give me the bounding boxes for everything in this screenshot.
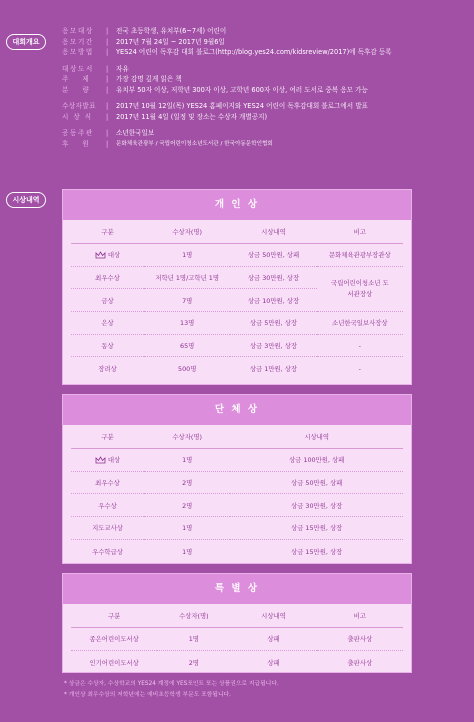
note-cell: - [358,364,361,373]
count-cell: 65명 [144,335,230,358]
col-header: 비고 [317,220,403,244]
count-cell: 1명 [144,244,230,267]
col-header: 시상내역 [230,425,403,449]
category-cell: 대상 [71,244,144,267]
prize-cell: 상금 30만원, 상장 [230,267,316,290]
info-label: 응모방법 [62,48,94,56]
count-cell: 2명 [144,472,230,495]
info-label: 수상자발표 [62,102,96,110]
info-value: 자유 [116,64,129,73]
info-row: 시상식 | 2017년 11월 4일 (일정 및 장소는 수상자 개별공지) [62,112,268,121]
col-header: 수상자(명) [144,425,230,449]
category-cell: 우수학급상 [92,547,123,556]
table-row [71,449,403,472]
count-cell: 13명 [144,312,230,335]
info-label: 분량 [62,85,103,94]
col-header: 시상내역 [230,220,316,244]
note-cell: 출판사상 [317,628,403,651]
category-cell: 금상 [71,289,144,312]
info-row: 주제 | 가장 감명 깊게 읽은 책 [62,75,182,83]
special-table [71,604,403,673]
table-row [71,244,403,267]
count-cell: 1명 [144,449,230,472]
info-value: 2017년 11월 4일 (일정 및 장소는 수상자 개별공지) [116,112,268,121]
table-row [71,494,403,517]
prize-cell: 상금 5만원, 상장 [230,312,316,335]
info-value: YES24 어린이 독후감 대회 블로그(http://blog.yes24.com/kidsreview/2017)에 독후감 등록 [116,48,392,56]
table-row [71,267,403,290]
note-cell: 출판사상 [347,658,373,667]
info-label: 공동주관 [62,129,94,137]
category-cell: 동상 [71,335,144,358]
table-row [71,357,403,380]
count-cell: 7명 [144,289,230,312]
info-value: 전국 초등학생, 유치부(6~7세) 어린이 [116,27,227,35]
col-header: 구분 [71,604,157,628]
overview-tag: 대회개요 [6,34,46,50]
group-table [71,425,403,562]
count-cell: 1명 [182,547,193,556]
prize-cell: 상금 100만원, 상패 [230,449,403,472]
table-row [71,540,403,563]
col-header: 구분 [71,220,144,244]
category-cell: 최우수상 [71,267,144,290]
crown-icon [95,251,106,259]
category-cell: 종은어린이도서상 [71,628,157,651]
note-cell: - [317,335,403,358]
table-row [71,651,403,674]
info-value: 유치부 50자 이상, 저학년 300자 이상, 고학년 600자 이상, 여러 도서로 중복 응모 가능 [116,85,368,94]
col-header: 비고 [317,604,403,628]
prize-cell: 상금 1만원, 상장 [249,365,298,374]
info-row: 후원 | 문화체육관광부 / 국립어린이청소년도서관 / 한국아동문학인협회 [62,139,273,148]
category-cell: 지도교사상 [71,517,144,540]
category-cell: 우수상 [71,494,144,517]
info-value: 소년한국일보 [116,129,155,137]
merged-note-cell: 국립어린이청소년 도서관장상 [317,267,403,312]
prize-cell: 상금 15만원, 상장 [291,547,343,556]
info-row: 공동주관 | 소년한국일보 [62,129,155,137]
overview-info [62,26,392,149]
col-header: 수상자(명) [157,604,230,628]
count-cell: 1명 [144,517,230,540]
info-label: 응모기간 [62,37,94,46]
group-award-table [62,394,412,564]
count-cell: 2명 [144,494,230,517]
info-row: 분량 | 유치부 50자 이상, 저학년 300자 이상, 고학년 600자 이상, 여러 도서로 중복 응모 가능 [62,85,368,94]
count-cell: 2명 [188,658,199,667]
info-label: 응모대상 [62,27,94,35]
info-label: 대상도서 [62,64,94,73]
info-value: 가장 감명 깊게 읽은 책 [116,75,182,83]
col-header: 구분 [71,425,144,449]
table-row [71,472,403,495]
special-award-title: 특 별 상 [63,574,411,604]
category-cell: 최우수상 [71,472,144,495]
prize-cell: 상금 50만원, 상패 [230,244,316,267]
info-value: 2017년 10월 12일(목) YES24 홈페이지와 YES24 어린이 독후감대회 블로그에서 발표 [116,102,368,110]
category-cell: 대상 [71,449,144,472]
individual-award-title: 개 인 상 [63,190,411,220]
awards-tag: 시상내역 [6,192,46,208]
prize-cell: 상패 [267,658,280,667]
info-row: 응모기간 | 2017년 7월 24일 ~ 2017년 9월6일 [62,37,225,46]
individual-table [71,220,403,380]
footnotes [64,679,279,701]
individual-award-table [62,189,412,385]
category-cell: 인기어린이도서상 [89,658,139,667]
count-cell: 저학년 1명/고학년 1명 [144,267,230,290]
col-header: 시상내역 [230,604,316,628]
info-row: 대상도서 | 자유 [62,64,129,73]
table-row [71,335,403,358]
info-label: 주제 [62,75,103,83]
prize-cell: 상금 15만원, 상장 [230,517,403,540]
count-cell: 500명 [178,365,197,374]
prize-cell: 상금 30만원, 상장 [230,494,403,517]
category-cell: 은상 [71,312,144,335]
category-cell: 장려상 [98,365,117,374]
group-award-title: 단 체 상 [63,395,411,425]
prize-cell: 상패 [230,628,316,651]
note-cell: 소년한국일보사장상 [317,312,403,335]
special-award-table [62,573,412,673]
info-row: 응모방법 | YES24 어린이 독후감 대회 블로그(http://blog.yes24.com/kidsreview/2017)에 독후감 등록 [62,48,392,56]
table-row [71,628,403,651]
table-row [71,517,403,540]
info-row: 응모대상 | 전국 초등학생, 유치부(6~7세) 어린이 [62,27,227,35]
info-value: 문화체육관광부 / 국립어린이청소년도서관 / 한국아동문학인협회 [116,140,273,147]
table-row [71,312,403,335]
prize-cell: 상금 10만원, 상장 [230,289,316,312]
info-label: 후원 [62,139,103,148]
info-label: 시상식 [62,112,97,121]
info-value: 2017년 7월 24일 ~ 2017년 9월6일 [116,37,225,46]
note-cell: 문화체육관광부장관상 [317,244,403,267]
col-header: 수상자(명) [144,220,230,244]
prize-cell: 상금 50만원, 상패 [230,472,403,495]
prize-cell: 상금 3만원, 상장 [230,335,316,358]
footnote: * 개인상 최우수상의 저학년에는 예비초등학생 부문도 포함됩니다. [64,692,231,698]
crown-icon [95,456,106,464]
footnote: * 상금은 수상자, 수상학교의 YES24 계정에 YES포인트 또는 상품권으로 지급됩니다. [64,681,279,687]
count-cell: 1명 [157,628,230,651]
info-row: 수상자발표 | 2017년 10월 12일(목) YES24 홈페이지와 YES24 어린이 독후감대회 블로그에서 발표 [62,102,368,110]
